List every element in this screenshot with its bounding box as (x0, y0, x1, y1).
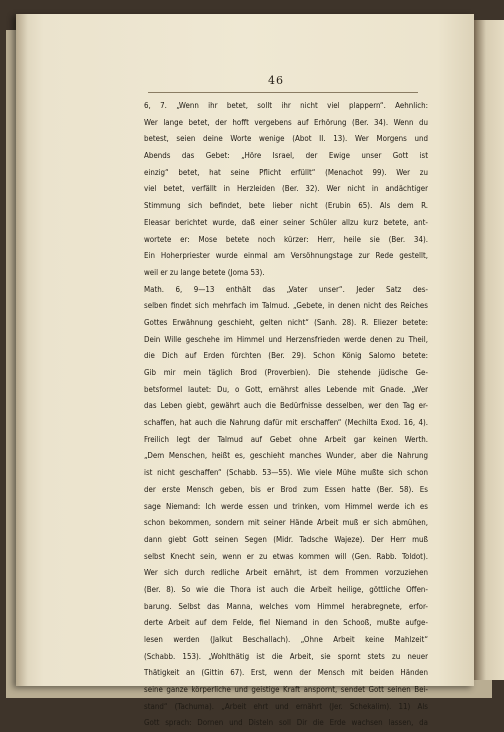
text-line: Math. 6, 9—13 enthält das „Vater unser“. Jeder Satz des- (144, 284, 428, 294)
text-line: 6, 7. „Wenn ihr betet, sollt ihr nicht viel plappern“. Aehnlich: (144, 101, 428, 110)
text-line: weil er zu lange betete (Joma 53). (144, 267, 265, 277)
text-line: das Leben giebt, gewährt auch die Bedürfnisse desselben, wer den Tag er- (144, 401, 428, 411)
text-line: Gib mir mein täglich Brod (Proverbien). Die stehende jüdische Ge- (144, 368, 428, 377)
text-line: sage Niemand: Ich werde essen und trinken, vom Himmel werde ich es (144, 501, 428, 511)
text-line: Gott sprach: Dornen und Disteln soll Dir die Erde wachsen lassen, da (144, 718, 428, 728)
text-line: Thätigkeit an (Gittin 67). Erst, wenn der Mensch mit beiden Händen (144, 668, 428, 678)
text-line: wortete er: Mose betete noch kürzer: Herr, heile sie (Ber. 34). (144, 234, 428, 244)
text-line: „Dem Menschen, heißt es, geschieht manches Wunder, aber die Nahrung (144, 451, 428, 461)
page-gutter-shadow (16, 14, 28, 686)
text-line: schon bekommen, sondern mit seiner Hände Arbeit muß er sich abmühen, (144, 518, 428, 528)
text-line: dann giebt Gott seinen Segen (Midr. Tadsche Wajeze). Der Herr muß (144, 534, 428, 544)
text-line: derte Arbeit auf dem Felde, fiel Niemand in den Schooß, mußte aufge- (144, 618, 428, 628)
text-line: Freilich legt der Talmud auf Gebet ohne Arbeit gar keinen Werth. (144, 434, 428, 444)
text-line: (Ber. 8). So wie die Thora ist auch die Arbeit heilige, göttliche Offen- (144, 584, 428, 594)
page-number: 46 (268, 74, 284, 87)
text-line: ist nicht geschaffen“ (Schabb. 53—55). Wie viele Mühe mußte sich schon (144, 468, 428, 478)
text-line: viel betet, verfällt in Herzleiden (Ber. 32). Wer nicht in andächtiger (144, 184, 428, 194)
text-line: barung. Selbst das Manna, welches vom Himmel herabregnete, erfor- (144, 601, 428, 611)
text-line: Wer lange betet, der hofft vergebens auf Erhörung (Ber. 34). Wenn du (144, 117, 428, 127)
text-line: (Schabb. 153). „Wohlthätig ist die Arbeit, sie spornt stets zu neuer (144, 651, 428, 661)
text-line: Wer sich durch redliche Arbeit ernährt, ist dem Frommen vorzuziehen (144, 568, 428, 578)
text-line: die Dich auf Erden fürchten (Ber. 29). Schon König Salomo betete: (144, 351, 428, 361)
header-rule (148, 92, 418, 93)
text-line: Abends das Gebet: „Höre Israel, der Ewige unser Gott ist (144, 151, 428, 161)
text-line: selben findet sich mehrfach im Talmud. „Gebete, in denen nicht des Reiches (144, 301, 428, 311)
text-line: Dein Wille geschehe im Himmel und Herzensfrieden werde denen zu Theil, (144, 334, 428, 344)
text-line: Stimmung sich befindet, bete lieber nicht (Erubin 65). Als dem R. (144, 201, 428, 211)
text-line: schaffen, hat auch die Nahrung dafür mit erschaffen“ (Mechilta Exod. 16, 4). (144, 418, 428, 428)
text-line: lesen werden (Jalkut Beschallach). „Ohne Arbeit keine Mahlzeit“ (144, 635, 428, 644)
text-line: Gottes Erwähnung geschieht, gelten nicht“ (Sanh. 28). R. Eliezer betete: (144, 317, 428, 327)
text-line: seine ganze körperliche und geistige Kraft anspornt, sendet Gott seinen Bei- (144, 685, 428, 695)
text-line: einzig“ betet, hat seine Pflicht erfüllt“ (Menachot 99). Wer zu (144, 167, 428, 177)
next-page-edge (474, 20, 504, 680)
text-line: Eleasar berichtet wurde, daß einer seiner Schüler allzu kurz betete, ant- (144, 217, 428, 227)
text-line: der erste Mensch geben, bis er Brod zum Essen hatte (Ber. 58). Es (144, 484, 428, 494)
text-line: selbst Knecht sein, wenn er zu etwas kommen will (Gen. Rabb. Toldot). (144, 551, 428, 561)
text-line: stand“ (Tachuma). „Arbeit ehrt und ernährt (Jer. Schekalim). 11) Als (144, 701, 428, 711)
text-line: betsformel lautet: Du, o Gott, ernährst alles Lebende mit Gnade. „Wer (144, 384, 428, 394)
text-line: betest, seien deine Worte wenige (Abot II. 13). Wer Morgens und (144, 134, 428, 144)
page-text-block (144, 98, 428, 732)
text-line: Ein Hoherpriester wurde einmal am Versöhnungstage zur Rede gestellt, (144, 251, 428, 261)
